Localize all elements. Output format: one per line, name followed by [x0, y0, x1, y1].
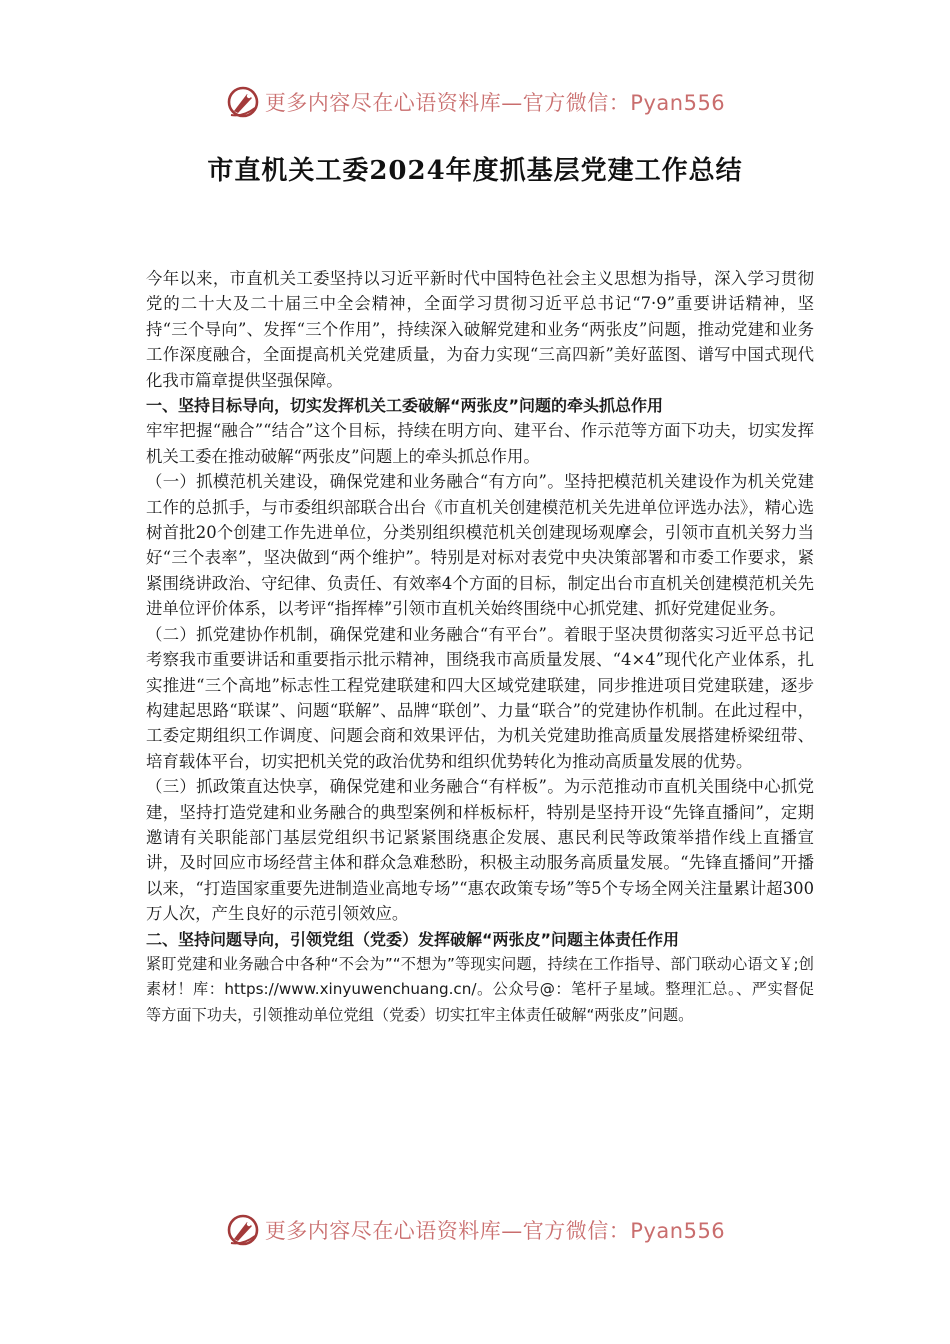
section-heading-1: 一、坚持目标导向，切实发挥机关工委破解“两张皮”问题的牵头抓总作用: [146, 396, 664, 416]
subsection-1-paragraph: （一）抓模范机关建设，确保党建和业务融合“有方向”。坚持把模范机关建设作为机关党建工作的总抓手，与市委组织部联合出台《市直机关创建模范机关先进单位评选办法》，精心选树首批20个创建工作先进单位，分类别组织模范机关创建现场观摩会，引领市直机关努力当好“三个表率”，坚决做到“两个维护”。特别是对标对表党中央决策部署和市委工作要求，紧紧围绕讲政治、守纪律、负责任、有效率4个方面的目标，制定出台市直机关创建模范机关先进单位评价体系，以考评“指挥棒”引领市直机关始终围绕中心抓党建、抓好党建促业务。: [146, 472, 814, 619]
watermark-text: 更多内容尽在心语资料库—官方微信：Pyan556: [264, 91, 726, 115]
pen-nib-logo-icon: [225, 1212, 261, 1248]
intro-paragraph: 今年以来，市直机关工委坚持以习近平新时代中国特色社会主义思想为指导，深入学习贯彻党的二十大及二十届三中全会精神，全面学习贯彻习近平总书记“7·9”重要讲话精神，坚持“三个导向”、发挥“三个作用”，持续深入破解党建和业务“两张皮”问题，推动党建和业务工作深度融合，全面提高机关党建质量，为奋力实现“三高四新”美好蓝图、谱写中国式现代化我市篇章提供坚强保障。: [146, 269, 814, 390]
section-heading-2: 二、坚持问题导向，引领党组（党委）发挥破解“两张皮”问题主体责任作用: [146, 929, 680, 949]
document-body: [146, 266, 814, 1028]
subsection-2-paragraph: （二）抓党建协作机制，确保党建和业务融合“有平台”。着眼于坚决贯彻落实习近平总书记考察我市重要讲话和重要指示批示精神，围绕我市高质量发展、“4×4”现代化产业体系，扎实推进“三个高地”标志性工程党建联建和四大区域党建联建，同步推进项目党建联建，逐步构建起思路“联谋”、问题“联解”、品牌“联创”、力量“联合”的党建协作机制。在此过程中，工委定期组织工作调度、问题会商和效果评估，为机关党建助推高质量发展搭建桥梁纽带、培育载体平台，切实把机关党的政治优势和组织优势转化为推动高质量发展的优势。: [146, 624, 814, 771]
document-title: 市直机关工委2024年度抓基层党建工作总结: [207, 156, 743, 186]
section-2-lead-paragraph: 紧盯党建和业务融合中各种“不会为”“不想为”等现实问题，持续在工作指导、部门联动心语文￥;创素材！库：https://www.xinyuwenchuang.cn/。公众号@：笔杆子星域。整理汇总。、严实督促等方面下功夫，引领推动单位党组（党委）切实扛牢主体责任破解“两张皮”问题。: [146, 954, 814, 1024]
pen-nib-logo-icon: [225, 84, 261, 120]
subsection-3-paragraph: （三）抓政策直达快享，确保党建和业务融合“有样板”。为示范推动市直机关围绕中心抓党建，坚持打造党建和业务融合的典型案例和样板标杆，特别是坚持开设“先锋直播间”，定期邀请有关职能部门基层党组织书记紧紧围绕惠企发展、惠民利民等政策举措作线上直播宣讲，及时回应市场经营主体和群众急难愁盼，积极主动服务高质量发展。“先锋直播间”开播以来，“打造国家重要先进制造业高地专场”“惠农政策专场”等5个专场全网关注量累计超300万人次，产生良好的示范引领效应。: [146, 777, 814, 924]
footer-watermark-banner: [0, 1208, 950, 1252]
header-watermark-banner: [0, 80, 950, 124]
watermark-text: 更多内容尽在心语资料库—官方微信：Pyan556: [264, 1219, 726, 1243]
section-1-lead-paragraph: 牢牢把握“融合”“结合”这个目标，持续在明方向、建平台、作示范等方面下功夫，切实发挥机关工委在推动破解“两张皮”问题上的牵头抓总作用。: [146, 421, 814, 466]
